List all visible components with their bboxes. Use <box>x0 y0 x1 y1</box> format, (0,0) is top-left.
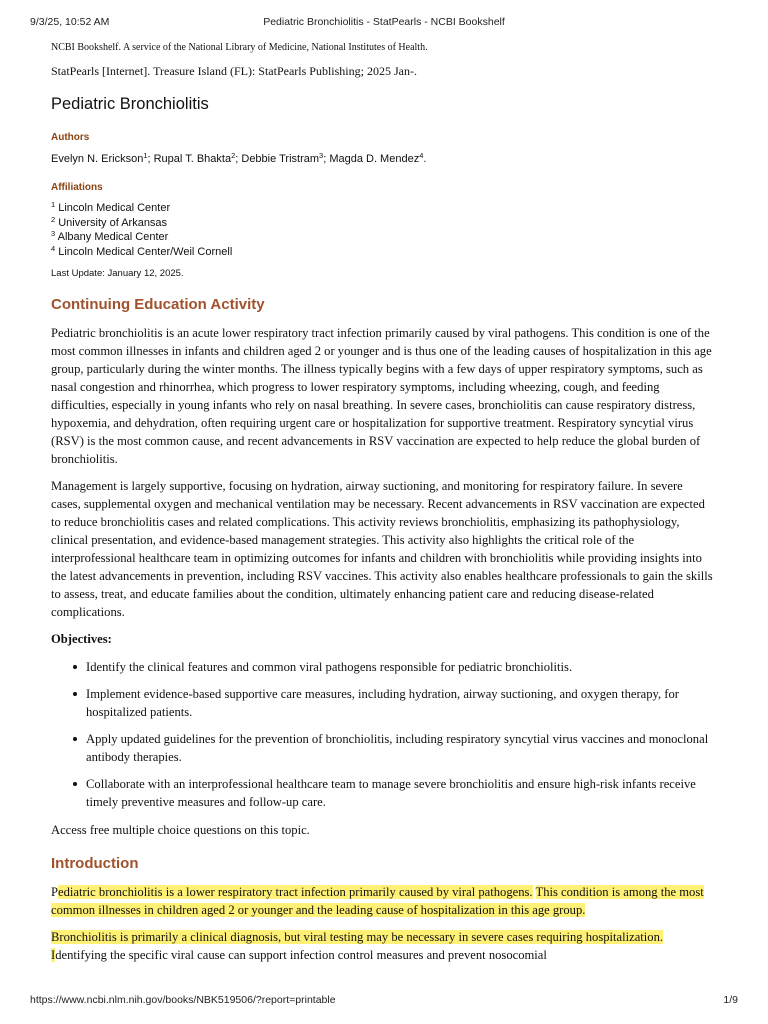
access-questions-link[interactable]: Access free multiple choice questions on this topic. <box>51 823 310 837</box>
author-separator: ; <box>235 153 242 165</box>
bullet-icon <box>73 665 77 669</box>
affiliation-number: 4 <box>51 243 56 253</box>
affiliation-number: 2 <box>51 214 56 224</box>
bullet-icon <box>73 692 77 696</box>
bullet-icon <box>73 782 77 786</box>
print-datetime: 9/3/25, 10:52 AM <box>30 16 110 28</box>
authors-heading[interactable]: Authors <box>51 132 90 143</box>
objectives-label: Objectives: <box>51 632 112 646</box>
affiliation-name: University of Arkansas <box>58 216 168 229</box>
citation-line: StatPearls [Internet]. Treasure Island (FL): StatPearls Publishing; 2025 Jan-. <box>51 64 417 78</box>
article-content <box>51 41 715 973</box>
objective-text: Identify the clinical features and common viral pathogens responsible for pediatric bronchiolitis. <box>86 660 573 674</box>
intro-text: dentifying the specific viral cause can support infection control measures and prevent nosocomial <box>55 948 547 962</box>
author-separator: ; <box>147 153 154 165</box>
intro-paragraph-2 <box>51 928 715 964</box>
intro-paragraph-1 <box>51 883 715 919</box>
objective-text: Collaborate with an interprofessional healthcare team to manage severe bronchiolitis and ensure high-risk infants receive timely preventive measures and follow-up care. <box>86 777 696 809</box>
objective-item <box>86 730 715 766</box>
print-footer <box>30 994 738 1008</box>
objective-item <box>86 658 715 676</box>
author-separator: . <box>423 153 427 165</box>
affiliation-item <box>51 201 715 216</box>
affiliation-name: Albany Medical Center <box>57 231 169 243</box>
highlighted-text: ediatric bronchiolitis is a lower respiratory tract infection primarily caused by viral pathogens. <box>58 885 533 899</box>
intro-text: P <box>51 885 59 899</box>
author-ref[interactable]: 2 <box>231 151 236 160</box>
affiliation-item <box>51 230 715 245</box>
author-name[interactable]: Rupal T. Bhakta <box>153 153 232 165</box>
objective-item <box>86 775 715 811</box>
highlighted-text: This condition is among the most common illnesses in children aged 2 or younger and the leading cause of hospitalization in this age group. <box>51 885 704 917</box>
affiliation-name: Lincoln Medical Center <box>58 202 171 214</box>
affiliation-name: Lincoln Medical Center/Weil Cornell <box>58 245 233 258</box>
affiliation-item <box>51 245 715 260</box>
affiliations-heading[interactable]: Affiliations <box>51 182 103 193</box>
print-header <box>30 16 738 30</box>
ce-paragraph-2: Management is largely supportive, focusing on hydration, airway suctioning, and monitoring for respiratory failure. In severe cases, supplemental oxygen and mechanical ventilation may be necessary. Recent advancements in RSV vaccination are expected to reduce bronchiolitis cases and related complications. This activity reviews bronchiolitis, emphasizing its pathophysiology, clinical presentation, and evidence-based management strategies. This activity also highlights the critical role of the interprofessional healthcare team in optimizing outcomes for infants and children with bronchiolitis while providing insights into the latest advancements in prevention, including RSV vaccines. This activity also enables healthcare professionals to gain the skills to assess, treat, and educate families about the condition, ultimately enhancing patient care and reducing disease-related complications. <box>51 479 713 619</box>
last-update: Last Update: January 12, 2025. <box>51 268 184 279</box>
author-ref[interactable]: 4 <box>419 151 424 160</box>
affiliation-number: 3 <box>51 229 56 238</box>
objectives-list <box>51 658 715 811</box>
objective-text: Implement evidence-based supportive care measures, including hydration, airway suctioning, and oxygen therapy, for hospitalized patients. <box>86 687 679 719</box>
continuing-education-heading: Continuing Education Activity <box>51 296 265 313</box>
objective-text: Apply updated guidelines for the prevention of bronchiolitis, including respiratory syncytial virus vaccines and monoclonal antibody therapies. <box>86 732 709 764</box>
authors-list <box>51 151 715 167</box>
print-url: https://www.ncbi.nlm.nih.gov/books/NBK519506/?report=printable <box>30 994 336 1006</box>
affiliations-list <box>51 201 715 259</box>
objective-item <box>86 685 715 721</box>
highlighted-text: Bronchiolitis is primarily a clinical diagnosis, but viral testing may be necessary in severe cases requiring hospitalization. I <box>51 930 664 962</box>
author-ref[interactable]: 3 <box>319 151 324 160</box>
author-separator: ; <box>323 153 330 165</box>
page-title: Pediatric Bronchiolitis <box>51 95 209 113</box>
print-page-number: 1/9 <box>723 994 738 1006</box>
ce-paragraph-1: Pediatric bronchiolitis is an acute lower respiratory tract infection primarily caused by viral pathogens. This condition is one of the most common illnesses in infants and children aged 2 or younger and is thus one of the leading causes of hospitalization in this age group, particularly during the winter months. The illness typically begins with a few days of upper respiratory symptoms, such as nasal congestion and rhinorrhea, which progress to lower respiratory symptoms, including wheezing, cough, and feeding difficulties, especially in young infants who rely on nasal breathing. In severe cases, bronchiolitis can cause respiratory distress, hypoxemia, and dehydration, often requiring urgent care or hospitalization for supportive treatment. Respiratory syncytial virus (RSV) is the most common cause, and recent advancements in RSV vaccination are expected to help reduce the global burden of bronchiolitis. <box>51 326 712 466</box>
introduction-heading: Introduction <box>51 855 139 872</box>
bullet-icon <box>73 737 77 741</box>
print-page-title: Pediatric Bronchiolitis - StatPearls - NCBI Bookshelf <box>263 16 505 28</box>
author-name[interactable]: Evelyn N. Erickson <box>51 153 144 165</box>
author-name[interactable]: Debbie Tristram <box>241 153 320 165</box>
author-name[interactable]: Magda D. Mendez <box>329 153 420 165</box>
bookshelf-line: NCBI Bookshelf. A service of the National Library of Medicine, National Institutes of Health. <box>51 42 428 53</box>
affiliation-number: 1 <box>51 200 56 209</box>
affiliation-item <box>51 216 715 231</box>
author-ref[interactable]: 1 <box>143 151 148 160</box>
